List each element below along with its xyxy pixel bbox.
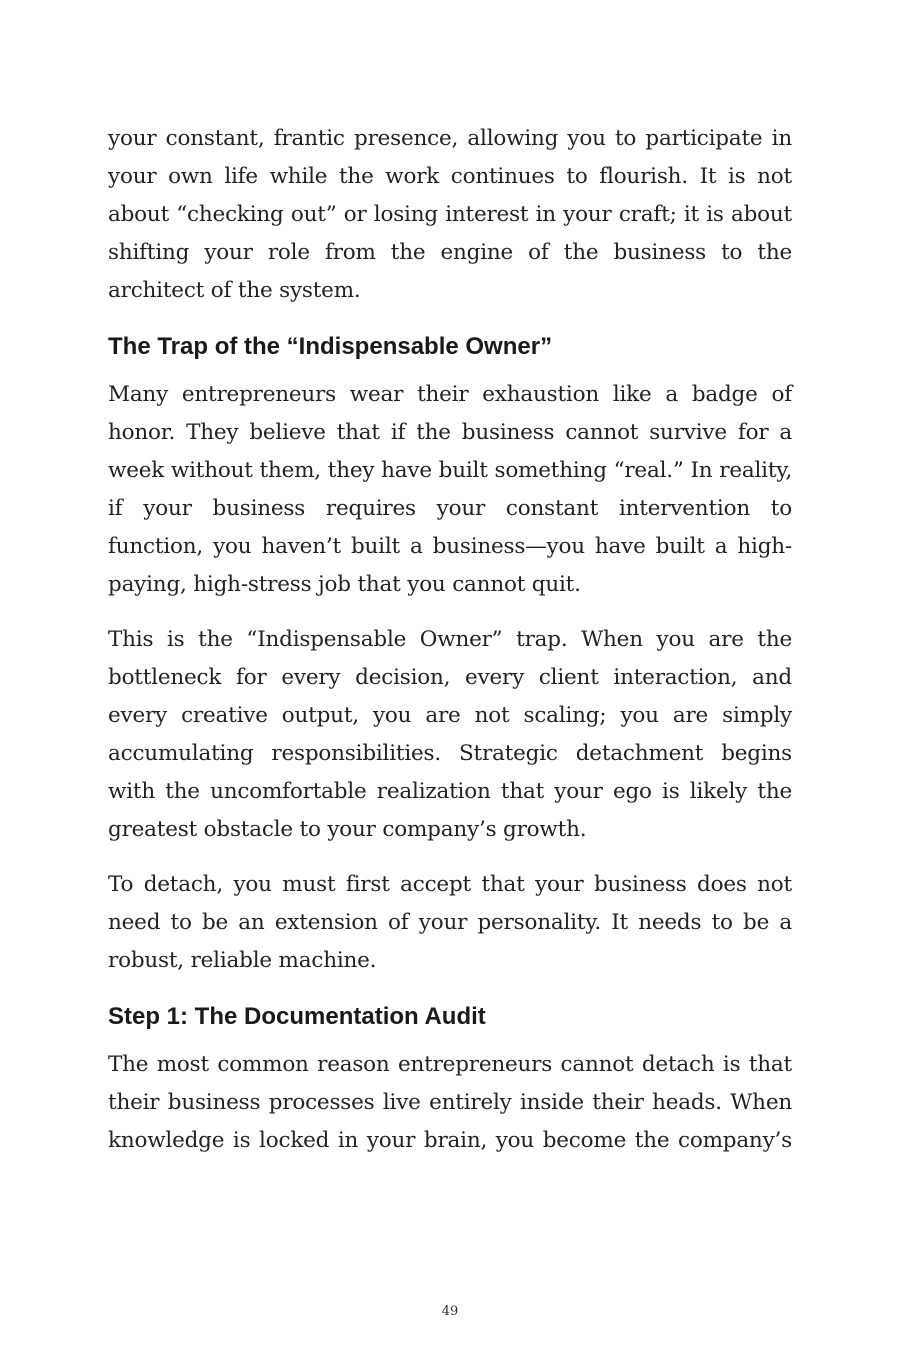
- page-number: 49: [441, 1304, 459, 1319]
- body-paragraph: To detach, you must first accept that your business does not need to be an extension of your personality. It needs to be a robust, reliable machine.: [108, 872, 792, 973]
- body-paragraph: Many entrepreneurs wear their exhaustion like a badge of honor. They believe that if the business cannot survive for a week without them, they have built something “real.” In reality, if your business requires your constant intervention to function, you haven’t built a business—you have built a high-paying, high-stress job that you cannot quit.: [108, 382, 792, 597]
- page-body: [108, 120, 792, 1177]
- body-paragraph: This is the “Indispensable Owner” trap. When you are the bottleneck for every decision, every client interaction, and every creative output, you are not scaling; you are simply accumulating responsibilities. Strategic detachment begins with the uncomfortable realization that your ego is likely the greatest obstacle to your company’s growth.: [108, 627, 792, 842]
- section-heading-indispensable-owner: The Trap of the “Indispensable Owner”: [108, 333, 553, 360]
- intro-paragraph: your constant, frantic presence, allowing you to participate in your own life while the work continues to flourish. It is not about “checking out” or losing interest in your craft; it is about shifting your role from the engine of the business to the architect of the system.: [108, 126, 792, 303]
- body-paragraph: The most common reason entrepreneurs cannot detach is that their business processes live entirely inside their heads. When knowledge is locked in your brain, you become the company’s: [108, 1052, 792, 1153]
- section-heading-documentation-audit: Step 1: The Documentation Audit: [108, 1003, 486, 1030]
